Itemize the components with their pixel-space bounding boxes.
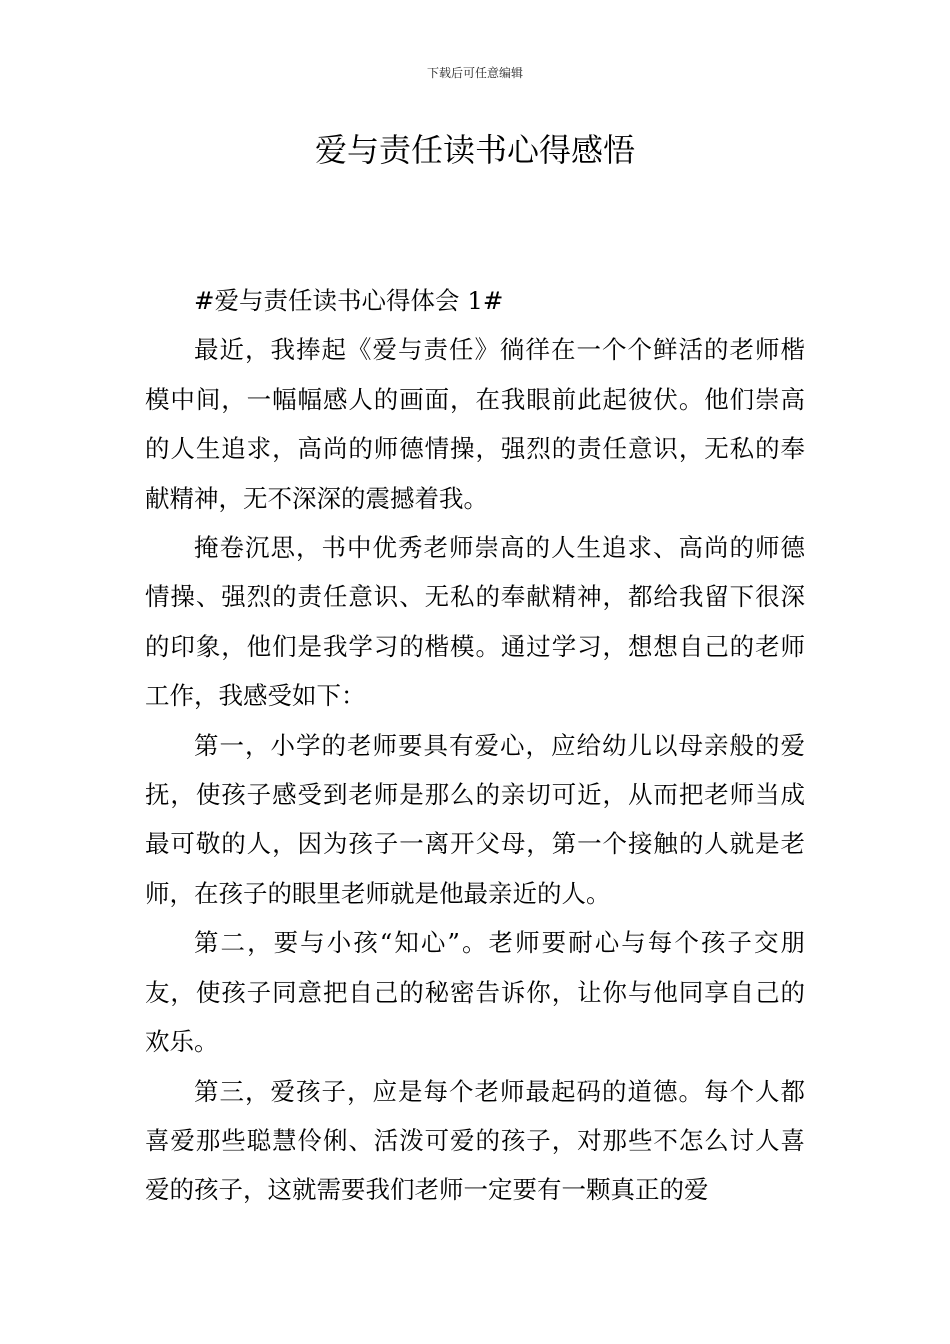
- paragraph-4: 第二，要与小孩“知心”。老师要耐心与每个孩子交朋友，使孩子同意把自己的秘密告诉你，让你与他同享自己的欢乐。: [145, 928, 805, 1057]
- document-body: [145, 276, 805, 1215]
- paragraph-2: 掩卷沉思，书中优秀老师崇高的人生追求、高尚的师德情操、强烈的责任意识、无私的奉献精神，都给我留下很深的印象，他们是我学习的楷模。通过学习，想想自己的老师工作，我感受如下：: [145, 533, 805, 711]
- paragraph-5: 第三，爱孩子，应是每个老师最起码的道德。每个人都喜爱那些聪慧伶俐、活泼可爱的孩子，对那些不怎么讨人喜爱的孩子，这就需要我们老师一定要有一颗真正的爱: [145, 1076, 805, 1205]
- header-note: 下载后可任意编辑: [426, 66, 523, 80]
- section-heading: #爱与责任读书心得体会 1#: [194, 286, 504, 315]
- document-title: 爱与责任读书心得感悟: [314, 131, 635, 169]
- paragraph-1: 最近，我捧起《爱与责任》徜徉在一个个鲜活的老师楷模中间，一幅幅感人的画面，在我眼前此起彼伏。他们崇高的人生追求，高尚的师德情操，强烈的责任意识，无私的奉献精神，无不深深的震撼着我。: [145, 335, 805, 513]
- paragraph-3: 第一，小学的老师要具有爱心，应给幼儿以母亲般的爱抚，使孩子感受到老师是那么的亲切可近，从而把老师当成最可敬的人，因为孩子一离开父母，第一个接触的人就是老师，在孩子的眼里老师就是他最亲近的人。: [145, 730, 805, 908]
